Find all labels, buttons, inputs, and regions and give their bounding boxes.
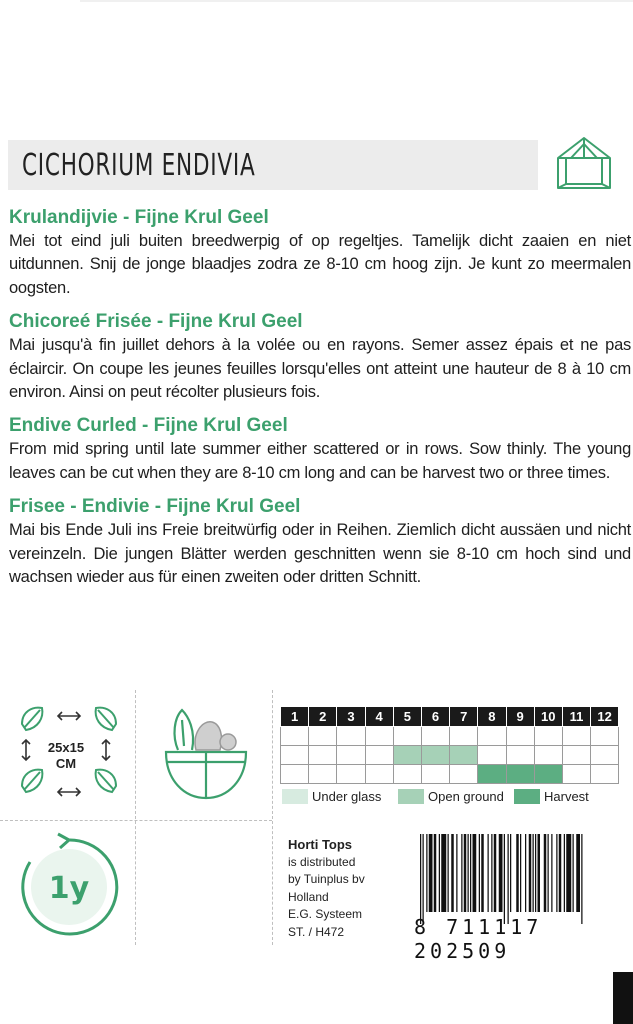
barcode-bar: [488, 834, 489, 912]
barcode-bar: [544, 834, 547, 912]
barcode-bar: [468, 834, 469, 912]
calendar-cell: [421, 746, 449, 765]
calendar-cell: [421, 727, 449, 746]
month-label: 12: [591, 707, 619, 727]
species-name: CICHORIUM ENDIVIA: [22, 148, 256, 183]
calendar-cell: [281, 746, 309, 765]
section-dutch: [9, 206, 631, 300]
barcode-bar: [494, 834, 497, 912]
section-text: Mai bis Ende Juli ins Freie breitwürfig oder in Reihen. Ziemlich dicht aussäen und nicht vereinzeln. Die jungen Blätter werden geschnitten wenn sie 8-10 cm hoch sind und wachsen wieder aus für einen zweiten oder dritten Schnitt.: [9, 521, 631, 587]
barcode-bar: [423, 834, 424, 924]
calendar-cell: [450, 765, 478, 784]
section-title: Endive Curled - Fijne Krul Geel: [9, 415, 288, 437]
section-title: Chicoreé Frisée - Fijne Krul Geel: [9, 311, 303, 333]
calendar-cell: [591, 765, 619, 784]
distributor-line: E.G. Systeem: [288, 907, 363, 921]
distributor-line: Holland: [288, 889, 329, 904]
calendar-cell: [281, 765, 309, 784]
distributor-info: [288, 836, 365, 941]
calendar-cell: [337, 746, 365, 765]
calendar-cell: [393, 746, 421, 765]
month-label: 7: [450, 707, 478, 727]
month-label: 10: [534, 707, 562, 727]
lifecycle-icon: [14, 832, 124, 942]
month-label: 9: [506, 707, 534, 727]
month-label: 1: [281, 707, 309, 727]
barcode-bar: [481, 834, 484, 912]
calendar-cell: [506, 727, 534, 746]
barcode-bar: [464, 834, 467, 912]
section-title: Frisee - Endivie - Fijne Krul Geel: [9, 496, 301, 518]
calendar-cell: [506, 765, 534, 784]
barcode-bar: [559, 834, 562, 912]
month-label: 3: [337, 707, 365, 727]
calendar-cell: [365, 746, 393, 765]
calendar-cell: [365, 727, 393, 746]
section-english: [9, 414, 631, 485]
spacing-icon: [14, 700, 124, 810]
barcode-bar: [499, 834, 503, 912]
calendar-cell: [534, 746, 562, 765]
barcode-bar: [434, 834, 437, 912]
month-label: 5: [393, 707, 421, 727]
calendar-cell: [534, 765, 562, 784]
barcode-bar: [529, 834, 532, 912]
spacing-value: 25x15: [47, 740, 85, 755]
barcode-bar: [566, 834, 571, 912]
section-french: [9, 310, 631, 404]
calendar-cell: [365, 765, 393, 784]
barcode-bar: [504, 834, 505, 924]
barcode-bar: [573, 834, 574, 912]
calendar-row-under-glass: [281, 727, 619, 746]
section-text: Mai jusqu'à fin juillet dehors à la volée ou en rayons. Semer assez épais et ne pas éclaircir. On coupe les jeunes feuilles lorsqu'elles ont atteint une hauteur de 8 à 10 cm environ. Ainsi on peut récolter plusieurs fois.: [9, 336, 631, 402]
calendar-cell: [393, 765, 421, 784]
legend-swatch-open-ground: [398, 789, 424, 804]
month-label: 4: [365, 707, 393, 727]
calendar-cell: [591, 727, 619, 746]
barcode-bar: [533, 834, 534, 912]
distributor-line: by Tuinplus bv: [288, 872, 365, 886]
calendar-cell: [534, 727, 562, 746]
calendar-cell: [309, 727, 337, 746]
calendar-cell: [591, 746, 619, 765]
lifecycle-label: 1y: [48, 871, 90, 906]
calendar-cell: [506, 746, 534, 765]
month-label: 8: [478, 707, 506, 727]
barcode-bar: [556, 834, 557, 912]
section-text: From mid spring until late summer either scattered or in rows. Sow thinly. The young leaves can be cut when they are 8-10 cm long and can be harvest two or three times.: [9, 440, 631, 482]
calendar-cell: [309, 746, 337, 765]
calendar-cell: [337, 727, 365, 746]
calendar-cell: [478, 727, 506, 746]
barcode-number: 8 711117 202509: [414, 915, 543, 963]
distributor-line: is distributed: [288, 854, 356, 869]
barcode-bar: [491, 834, 492, 912]
calendar-cell: [478, 765, 506, 784]
barcode-bar: [473, 834, 477, 912]
instructions: [9, 206, 631, 599]
barcode-bar: [564, 834, 565, 912]
calendar-cell: [421, 765, 449, 784]
section-title: Krulandijvie - Fijne Krul Geel: [9, 207, 269, 228]
calendar-cell: [337, 765, 365, 784]
barcode-bar: [456, 834, 457, 912]
month-label: 6: [421, 707, 449, 727]
divider: [135, 690, 136, 945]
barcode-bar: [429, 834, 433, 912]
barcode-bar: [581, 834, 582, 924]
barcode-bar: [525, 834, 526, 912]
calendar-cell: [309, 765, 337, 784]
sowing-calendar: [280, 706, 619, 784]
barcode-bar: [508, 834, 509, 924]
barcode-bar: [576, 834, 580, 912]
section-german: [9, 495, 631, 589]
calendar-cell: [562, 765, 590, 784]
barcode-bar: [520, 834, 521, 912]
legend-swatch-harvest: [514, 789, 540, 804]
calendar-header: [281, 707, 619, 727]
barcode-bar: [448, 834, 449, 912]
calendar-cell: [562, 746, 590, 765]
calendar-row-harvest: [281, 765, 619, 784]
species-header: [8, 140, 538, 190]
divider: [0, 820, 272, 821]
calendar-cell: [450, 746, 478, 765]
calendar-cell: [281, 727, 309, 746]
barcode-bar: [439, 834, 440, 912]
legend-label-harvest: Harvest: [544, 789, 589, 804]
calendar-row-open-ground: [281, 746, 619, 765]
barcode-bar: [551, 834, 552, 912]
calendar-cell: [450, 727, 478, 746]
barcode-bar: [548, 834, 549, 912]
edge-marker: [613, 972, 633, 1024]
barcode-bar: [461, 834, 462, 912]
calendar-cell: [393, 727, 421, 746]
barcode-bar: [470, 834, 471, 912]
top-rule: [80, 0, 633, 2]
barcode-bar: [535, 834, 536, 912]
month-label: 2: [309, 707, 337, 727]
barcode-bar: [441, 834, 446, 912]
legend-label-open-ground: Open ground: [428, 789, 504, 804]
spacing-unit: CM: [55, 756, 77, 771]
greenhouse-icon: [548, 130, 620, 196]
calendar-cell: [562, 727, 590, 746]
barcode-bar: [516, 834, 519, 912]
divider: [272, 690, 273, 945]
barcode-bar: [510, 834, 511, 912]
barcode-bar: [538, 834, 541, 912]
distributor-line: ST. / H472: [288, 924, 345, 939]
harvest-bowl-icon: [156, 700, 256, 810]
brand-name: Horti Tops: [288, 837, 353, 852]
barcode-bar: [479, 834, 480, 912]
legend-label-under-glass: Under glass: [312, 789, 382, 804]
barcode-bar: [420, 834, 421, 924]
barcode-bar: [451, 834, 454, 912]
calendar-cell: [478, 746, 506, 765]
barcode-bar: [426, 834, 427, 912]
legend-swatch-under-glass: [282, 789, 308, 804]
month-label: 11: [562, 707, 590, 727]
section-text: Mei tot eind juli buiten breedwerpig of op regeltjes. Tamelijk dicht zaaien en niet uitdunnen. Snij de jonge blaadjes zodra ze 8-10 cm hoog zijn. Je kunt zo meermalen oogsten.: [9, 232, 631, 297]
